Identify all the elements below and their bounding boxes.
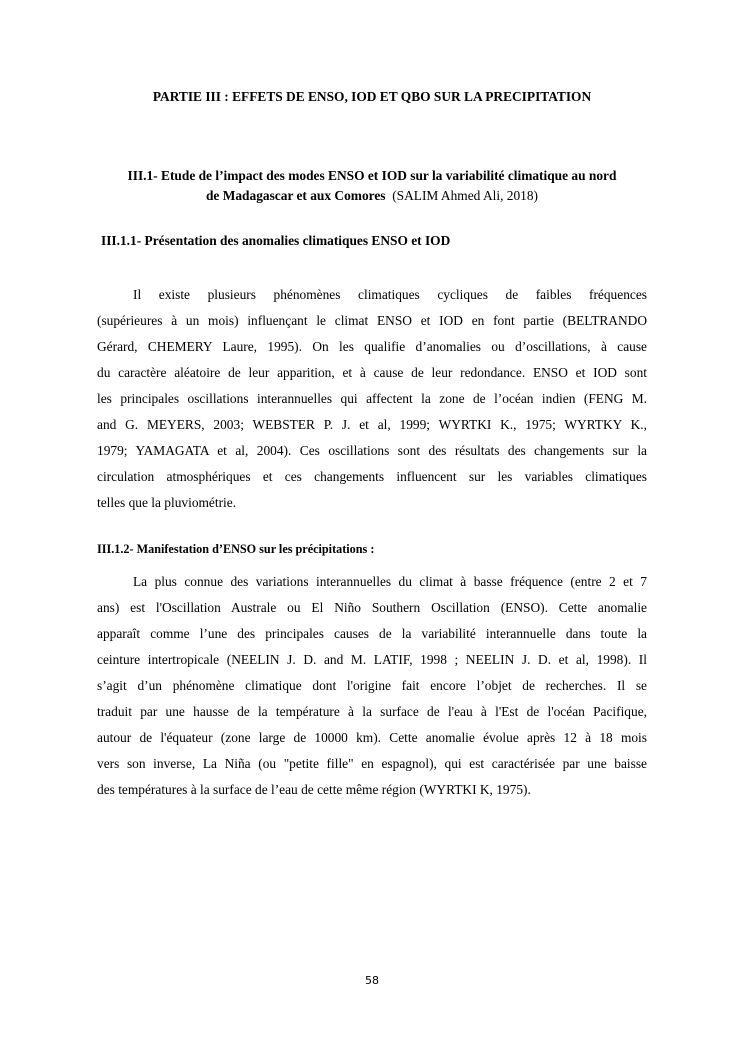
paragraph-line: 1979; YAMAGATA et al, 2004). Ces oscillations sont des résultats des changements sur la — [97, 443, 647, 458]
paragraph-line: (supérieures à un mois) influençant le climat ENSO et IOD en font partie (BELTRANDO — [97, 313, 647, 328]
paragraph-line: traduit par une hausse de la température à la surface de l'eau à l'Est de l'océan Pacifique, — [97, 704, 647, 719]
paragraph-line: ans) est l'Oscillation Australe ou El Niño Southern Oscillation (ENSO). Cette anomalie — [97, 600, 647, 615]
paragraph-line: and G. MEYERS, 2003; WEBSTER P. J. et al, 1999; WYRTKI K., 1975; WYRTKY K., — [97, 417, 647, 432]
paragraph-line: les principales oscillations interannuelles qui affectent la zone de l’océan indien (FENG M. — [97, 391, 647, 406]
paragraph-line: s’agit d’un phénomène climatique dont l'origine fait encore l’objet de recherches. Il se — [97, 678, 647, 693]
section-title-line1: III.1- Etude de l’impact des modes ENSO et IOD sur la variabilité climatique au nord — [127, 168, 617, 183]
page-number: 58 — [365, 974, 379, 987]
section-citation: (SALIM Ahmed Ali, 2018) — [392, 188, 539, 203]
subsection1-paragraph — [97, 282, 647, 516]
paragraph-line: autour de l'équateur (zone large de 10000 km). Cette anomalie évolue après 12 à 18 mois — [97, 730, 647, 745]
paragraph-line: Gérard, CHEMERY Laure, 1995). On les qualifie d’anomalies ou d’oscillations, à cause — [97, 339, 647, 354]
subsection1-title: III.1.1- Présentation des anomalies climatiques ENSO et IOD — [101, 233, 451, 248]
paragraph-line: La plus connue des variations interannuelles du climat à basse fréquence (entre 2 et 7 — [133, 574, 647, 589]
paragraph-line: vers son inverse, La Niña (ou "petite fille" en espagnol), qui est caractérisée par une baisse — [97, 756, 647, 771]
section-title — [97, 166, 647, 206]
subsection2-title: III.1.2- Manifestation d’ENSO sur les précipitations : — [97, 542, 375, 556]
paragraph-line: telles que la pluviométrie. — [97, 495, 237, 510]
paragraph-line: circulation atmosphériques et ces changements influencent sur les variables climatiques — [97, 469, 647, 484]
paragraph-line: des températures à la surface de l’eau de cette même région (WYRTKI K, 1975). — [97, 782, 531, 797]
paragraph-line: ceinture intertropicale (NEELIN J. D. and M. LATIF, 1998 ; NEELIN J. D. et al, 1998). Il — [97, 652, 647, 667]
paragraph-line: du caractère aléatoire de leur apparition, et à cause de leur redondance. ENSO et IOD sont — [97, 365, 647, 380]
section-title-line2-text: de Madagascar et aux Comores — [205, 188, 386, 203]
paragraph-line: Il existe plusieurs phénomènes climatiques cycliques de faibles fréquences — [133, 287, 647, 302]
part-title: PARTIE III : EFFETS DE ENSO, IOD ET QBO SUR LA PRECIPITATION — [152, 89, 592, 104]
paragraph-line: apparaît comme l’une des principales causes de la variabilité interannuelle dans toute la — [97, 626, 647, 641]
subsection2-paragraph — [97, 569, 647, 803]
section-title-line2 — [97, 186, 647, 206]
